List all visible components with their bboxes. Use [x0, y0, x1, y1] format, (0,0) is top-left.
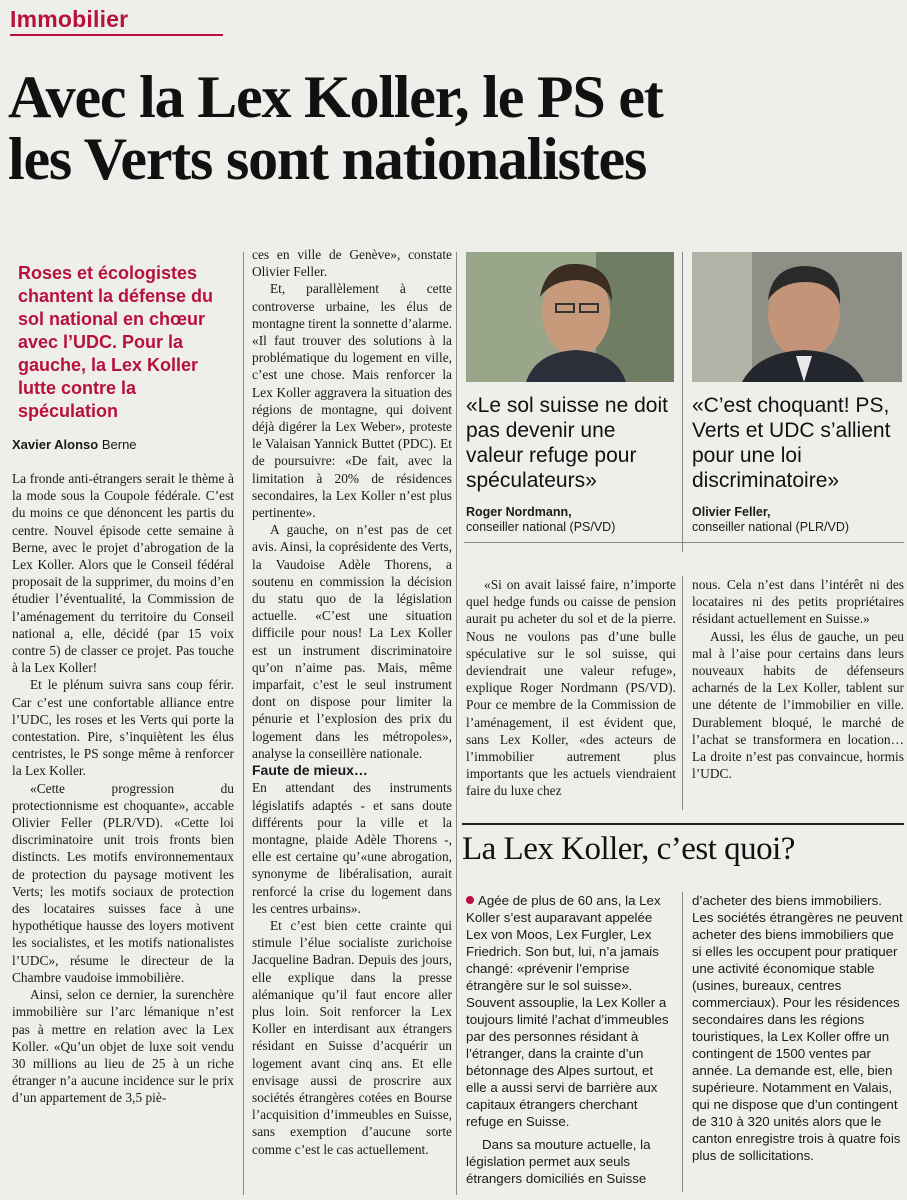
paragraph: A gauche, on n’est pas de cet avis. Ainsi, la coprésidente des Verts, la Vaudoise Adèle Thorens, a soutenu en commission la décision du statu quo de la législation actuelle. «C’est une situation difficile pour nous! La Lex Koller est un instrument discriminatoire qu’on n’aime pas. Mais, même imparfait, c’est le seul instrument dont on dispose pour limiter la pénurie et l’explosion des prix du logement dans les métropoles», analyse la conseillère nationale. [252, 522, 452, 761]
rubric-underline [10, 34, 223, 36]
quote-1-role: conseiller national (PS/VD) [466, 520, 616, 534]
bullet-icon [466, 896, 474, 904]
quote-2-role: conseiller national (PLR/VD) [692, 520, 850, 534]
pull-quote-1-attribution [466, 505, 678, 535]
headline-line-2: les Verts sont nationalistes [8, 126, 647, 192]
byline [12, 437, 237, 452]
photo-olivier-feller [692, 252, 902, 382]
standfirst: Roses et écologistes chantent la défense du sol national en chœur avec l’UDC. Pour la gauche, la Lex Koller lutte contre la spéculation [18, 263, 214, 421]
column-divider [456, 252, 457, 1195]
portrait-illustration [466, 252, 674, 382]
pull-quote-2-attribution [692, 505, 904, 535]
headline [8, 66, 903, 190]
paragraph: Et, parallèlement à cette controverse urbaine, les élus de montagne tirent la sonnette d’alarme. «Il faut trouver des solutions à la problématique du logement en ville, c’est une chose. Mais renforcer la Lex Koller aggravera la situation des régions de montagne, qui doivent déjà digérer la Lex Weber», proteste le Valaisan Yannick Buttet (PDC). Et de poursuivre: «De fait, avec la limitation à 20% de résidences secondaires, la Lex Koller n’est plus pertinente». [252, 281, 452, 521]
byline-author: Xavier Alonso [12, 437, 99, 452]
pull-quote-2: «C’est choquant! PS, Verts et UDC s’allient pour une loi discriminatoire» [692, 394, 891, 492]
paragraph: «Cette progression du protectionnisme est choquante», accable Olivier Feller (PLR/VD). «Cette loi discriminatoire unit trois fronts bien distincts. Les motifs environnementaux de protection du paysage motivent les Verts; les motifs sociaux de protection des locataires suisses face à une hypothétique hausse des loyers motivent les socialistes, et les motifs nationalistes l’UDC», résume le directeur de la Chambre vaudoise immobilière. [12, 780, 234, 985]
subheading: Faute de mieux… [252, 762, 368, 779]
photo-roger-nordmann [466, 252, 674, 382]
article-column-4 [692, 576, 904, 782]
article-column-1 [12, 470, 234, 1107]
paragraph: Et le plénum suivra sans coup férir. Car c’est une confortable alliance entre l’UDC, les roses et les Verts qui porte la contestation. Pire, s’inquiètent les élus centristes, le PS songe même à renforcer la Lex Koller. [12, 677, 234, 779]
box-title: La Lex Koller, c’est quoi? [462, 831, 795, 867]
column-divider [682, 892, 683, 1192]
paragraph: nous. Cela n’est dans l’intérêt ni des locataires ni des petits propriétaires résidant actuellement en Suisse.» [692, 577, 904, 627]
paragraph: Aussi, les élus de gauche, un peu mal à l’aise pour certains dans leurs nouveaux habits de défenseurs acharnés de la Lex Koller, tablent sur une détente de l’immobilier en ville. Durablement bloqué, le marché de l’achat se transformera en location… La droite n’est pas convaincue, hormis l’UDC. [692, 628, 904, 782]
paragraph: d’acheter des biens immobiliers. Les sociétés étrangères ne peuvent acheter des biens immobiliers que si elles les occupent pour pratiquer une activité économique stable (usines, bureaux, centres commerciaux). Pour les résidences secondaires dans les régions touristiques, la Lex Koller offre un contingent de 1500 ventes par année. La demande est, elle, bien supérieure. Notamment en Valais, qui ne dispose que d’un contingent de 310 à 320 unités alors que le canton enregistre trois à quatre fois plus de sollicitations. [692, 893, 903, 1163]
quote-2-name: Olivier Feller, [692, 505, 771, 519]
byline-place: Berne [101, 437, 137, 452]
pull-quote-1: «Le sol suisse ne doit pas devenir une valeur refuge pour spéculateurs» [466, 394, 668, 492]
box-column-1 [466, 892, 676, 1187]
quote-divider [464, 542, 904, 543]
portrait-illustration [692, 252, 902, 382]
box-column-2 [692, 892, 904, 1164]
headline-line-1: Avec la Lex Koller, le PS et [8, 64, 663, 130]
paragraph: La fronde anti-étrangers serait le thème à la mode sous la Coupole fédérale. C’est du moins ce que dénoncent les partis du centre. Nouvel épisode cette semaine à Berne, avec le projet d’abrogation de la Lex Koller. Alors que le Conseil fédéral proposait de la supprimer, du moins d’en étudier l’éventualité, la Commission de l’aménagement du territoire du Conseil national a, elle, décidé (par 15 voix contre 5) de classer ce projet. Pas touche à la Lex Koller! [12, 471, 234, 676]
article-column-2 [252, 246, 452, 1158]
box-paragraph-text: Agée de plus de 60 ans, la Lex Koller s’est auparavant appelée Lex von Moos, Lex Furgler, Lex Friedrich. Son but, lui, n’a jamais changé: «prévenir l’emprise étrangère sur le sol suisse». Souvent assouplie, la Lex Koller a toujours limité l’achat d’immeubles par des personnes résidant à l’étranger, dans la crainte d’un bétonnage des Alpes surtout, et elle a aussi servi de barrière aux capitaux étrangers cherchant refuge en Suisse. [466, 893, 669, 1129]
quote-1-name: Roger Nordmann, [466, 505, 572, 519]
paragraph: ces en ville de Genève», constate Olivier Feller. [252, 247, 452, 280]
article-column-3 [466, 576, 676, 800]
section-rubric: Immobilier [10, 6, 129, 32]
paragraph: Dans sa mouture actuelle, la législation permet aux seuls étrangers domiciliés en Suisse [466, 1137, 651, 1186]
column-divider [243, 252, 244, 1195]
paragraph: En attendant des instruments législatifs adaptés - et sans doute différents pour la ville et la montagne, plaide Adèle Thorens -, elle est certaine qu’«une abrogation, synonyme de libéralisation, aurait renforcé la crise du logement dans les centres urbains». [252, 780, 452, 916]
paragraph: Ainsi, selon ce dernier, la surenchère immobilière sur l’arc lémanique n’est pas à mettre en relation avec la Lex Koller. «Qu’un objet de luxe soit vendu 30 millions au lieu de 25 à un riche étranger n’a aucune incidence sur le prix d’un appartement de 3,5 piè- [12, 987, 234, 1106]
paragraph [466, 892, 676, 1130]
paragraph: Et c’est bien cette crainte qui stimule l’élue socialiste zurichoise Jacqueline Badran. Depuis des jours, elle explique dans la presse alémanique qu’il faut encore aller plus loin. Soit renforcer la Lex Koller en interdisant aux étrangers résidant en Suisse d’acquérir un logement avant cinq ans. Et elle envisage aussi de proscrire aux sociétés étrangères cotées en Bourse l’acquisition d’immeubles en Suisse, sans exemption d’aucune sorte comme c’est le cas actuellement. [252, 917, 452, 1157]
column-divider [682, 252, 683, 552]
box-rule [462, 823, 904, 825]
column-divider [682, 576, 683, 810]
paragraph: «Si on avait laissé faire, n’importe quel hedge funds ou caisse de pension aurait pu acheter du sol et de la pierre. Nous ne voulons pas d’une bulle spéculative sur le sol suisse, qui deviendrait une valeur refuge», explique Roger Nordmann (PS/VD). Pour ce membre de la Commission de l’aménagement, il est évident que, sans Lex Koller, «des acteurs de l’immobilier autrement plus importants que les actuels viendraient faire du luxe chez [466, 577, 676, 799]
